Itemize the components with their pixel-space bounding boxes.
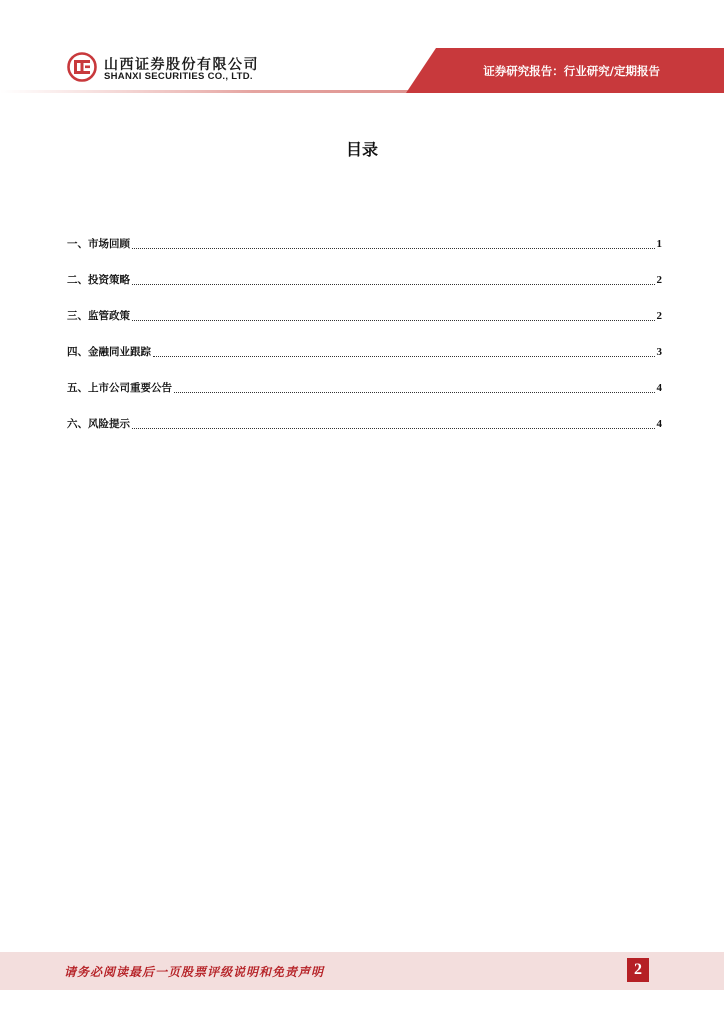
- toc-entry-label: 二、投资策略: [67, 274, 130, 286]
- toc-entry-regulatory-policy[interactable]: [67, 289, 662, 325]
- toc-entry-page: 1: [656, 238, 662, 250]
- toc-entry-investment-strategy[interactable]: [67, 253, 662, 289]
- header-banner: [0, 0, 724, 100]
- report-type: 证券研究报告：行业研究/定期报告: [483, 64, 660, 78]
- toc-leader-dots: [174, 391, 655, 393]
- toc-entry-label: 四、金融同业跟踪: [67, 346, 151, 358]
- toc-entry-market-review[interactable]: [67, 217, 662, 253]
- page-number: 2: [627, 958, 649, 982]
- table-of-contents: [67, 217, 662, 433]
- toc-leader-dots: [132, 247, 655, 249]
- toc-entry-label: 三、监管政策: [67, 310, 130, 322]
- toc-title: 目录: [345, 140, 378, 159]
- toc-entry-page: 2: [656, 274, 662, 286]
- toc-entry-page: 4: [656, 418, 662, 430]
- footer-disclaimer: 请务必阅读最后一页股票评级说明和免责声明: [64, 965, 325, 979]
- toc-entry-risk-warning[interactable]: [67, 397, 662, 433]
- toc-entry-peer-tracking[interactable]: [67, 325, 662, 361]
- toc-entry-page: 3: [656, 346, 662, 358]
- page-header: [0, 0, 724, 100]
- toc-leader-dots: [132, 427, 655, 429]
- toc-leader-dots: [153, 355, 655, 357]
- toc-entry-label: 六、风险提示: [67, 418, 130, 430]
- company-name-cn: 山西证券股份有限公司: [104, 57, 259, 73]
- toc-entry-label: 五、上市公司重要公告: [67, 382, 172, 394]
- shanxi-securities-logo-icon: [67, 52, 97, 82]
- toc-entry-page: 2: [656, 310, 662, 322]
- toc-leader-dots: [132, 283, 655, 285]
- toc-entry-page: 4: [656, 382, 662, 394]
- toc-entry-label: 一、市场回顾: [67, 238, 130, 250]
- toc-leader-dots: [132, 319, 655, 321]
- company-name-en: SHANXI SECURITIES CO., LTD.: [104, 71, 253, 82]
- page-footer: [0, 952, 724, 990]
- toc-entry-company-announcements[interactable]: [67, 361, 662, 397]
